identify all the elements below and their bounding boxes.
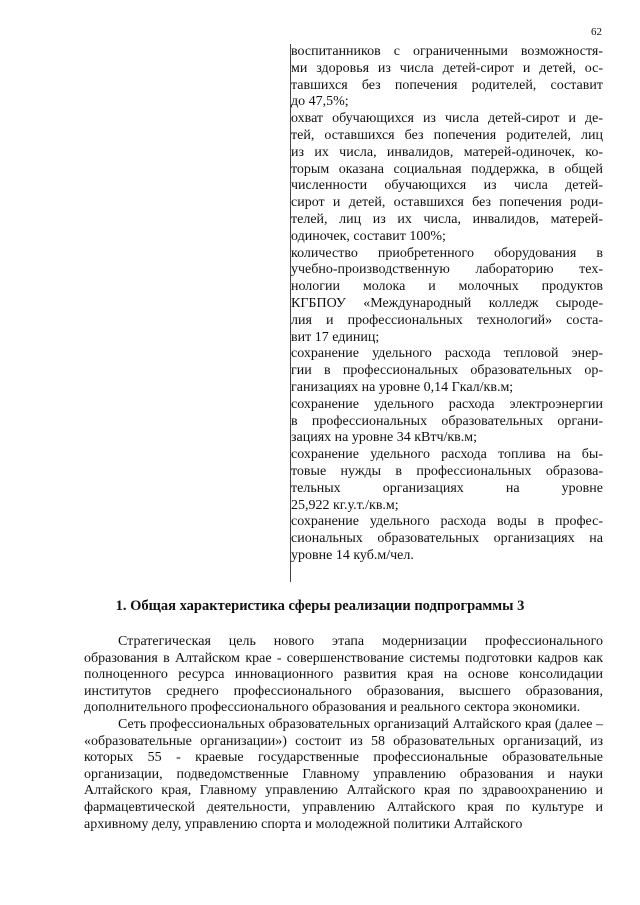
goal-line: из их числа, инвалидов, матерей-одиночек, ко- [291,144,603,160]
goal-line: сохранение удельного расхода электроэнергии [291,396,603,412]
goal-item [291,111,603,245]
section-heading: 1. Общая характеристика сферы реализации подпрограммы 3 [115,598,525,614]
goal-item [291,246,603,347]
goal-line: сохранение удельного расхода тепловой энер- [291,346,603,362]
goal-item [291,346,603,396]
body-text [84,634,603,833]
goal-line: сохранение удельного расхода топлива на бы- [291,447,603,463]
goal-line: зациях на уровне 34 кВтч/кв.м; [291,430,478,446]
goal-item [291,447,603,514]
page-number: 62 [591,26,602,38]
goal-line: лия и профессиональных технологий» состa- [291,312,603,328]
goal-item [291,397,603,447]
goal-line: нологии молока и молочных продуктов [291,279,603,295]
goal-line: сирот и детей, оставшихся без попечения роди- [291,195,603,211]
goal-line: вит 17 единиц; [291,329,380,345]
goal-line: воспитанников с ограниченными возможностя- [291,44,603,59]
goal-line: телей, лиц из их числа, инвалидов, матерей- [291,211,603,227]
goal-line: тей, оставшихся без попечения родителей, лиц [291,127,603,143]
goal-line: до 47,5%; [291,94,349,110]
goals-table-cell [290,44,603,582]
paragraph-strategic-goal: Стратегическая цель нового этапа модернизации профессионального образования в Алтайском крае - совершенствование системы подготовки кадров как полноценного ресурса инновационного развития края на основе консолидации институтов среднего профессионального образования, высшего образования, дополнительного профессионального образования и реального сектора экономики. [84,634,603,716]
goal-line: численности обучающихся из числа детей- [291,178,603,194]
goal-line: сохранение удельного расхода воды в профес- [291,514,603,530]
goal-line: гии в профессиональных образовательных ор- [291,363,603,379]
goal-line: ми здоровья из числа детей-сирот и детей, ос- [291,60,603,76]
goal-line: одиночек, составит 100%; [291,228,446,244]
goal-line: сиональных образовательных организациях на [291,531,603,547]
goal-line: товые нужды в профессиональных образова- [291,463,603,479]
goal-item [291,514,603,564]
goal-item [291,44,603,111]
paragraph-network: Сеть профессиональных образовательных организаций Алтайского края (далее – «образовательные организации») состоит из 58 образовательных организаций, из которых 55 - краевые государственные профессиональные образовательные организации, подведомственные Главному управлению образования и науки Алтайского края, Главному управлению Алтайского края по здравоохранению и фармацевтической деятельности, управлению Алтайского края по культуре и архивному делу, управлению спорта и молодежной политики Алтайского [84,716,603,832]
goal-line: торым оказана социальная поддержка, в общей [291,161,603,177]
goal-line: охват обучающихся из числа детей-сирот и де- [291,111,603,127]
goal-line: тельных организациях на уровне [291,480,603,496]
goal-line: учебно-производственную лабораторию тех- [291,262,603,278]
goal-line: уровне 14 куб.м/чел. [291,547,414,563]
goal-line: КГБПОУ «Международный колледж сыроде- [291,295,603,311]
goal-line: ганизациях на уровне 0,14 Гкал/кв.м; [291,379,514,395]
goal-line: в профессиональных образовательных органи- [291,413,603,429]
goal-line: 25,922 кг.у.т./кв.м; [291,497,399,513]
goal-line: количество приобретенного оборудования в [291,245,603,261]
goal-line: тавшихся без попечения родителей, составит [291,77,603,93]
